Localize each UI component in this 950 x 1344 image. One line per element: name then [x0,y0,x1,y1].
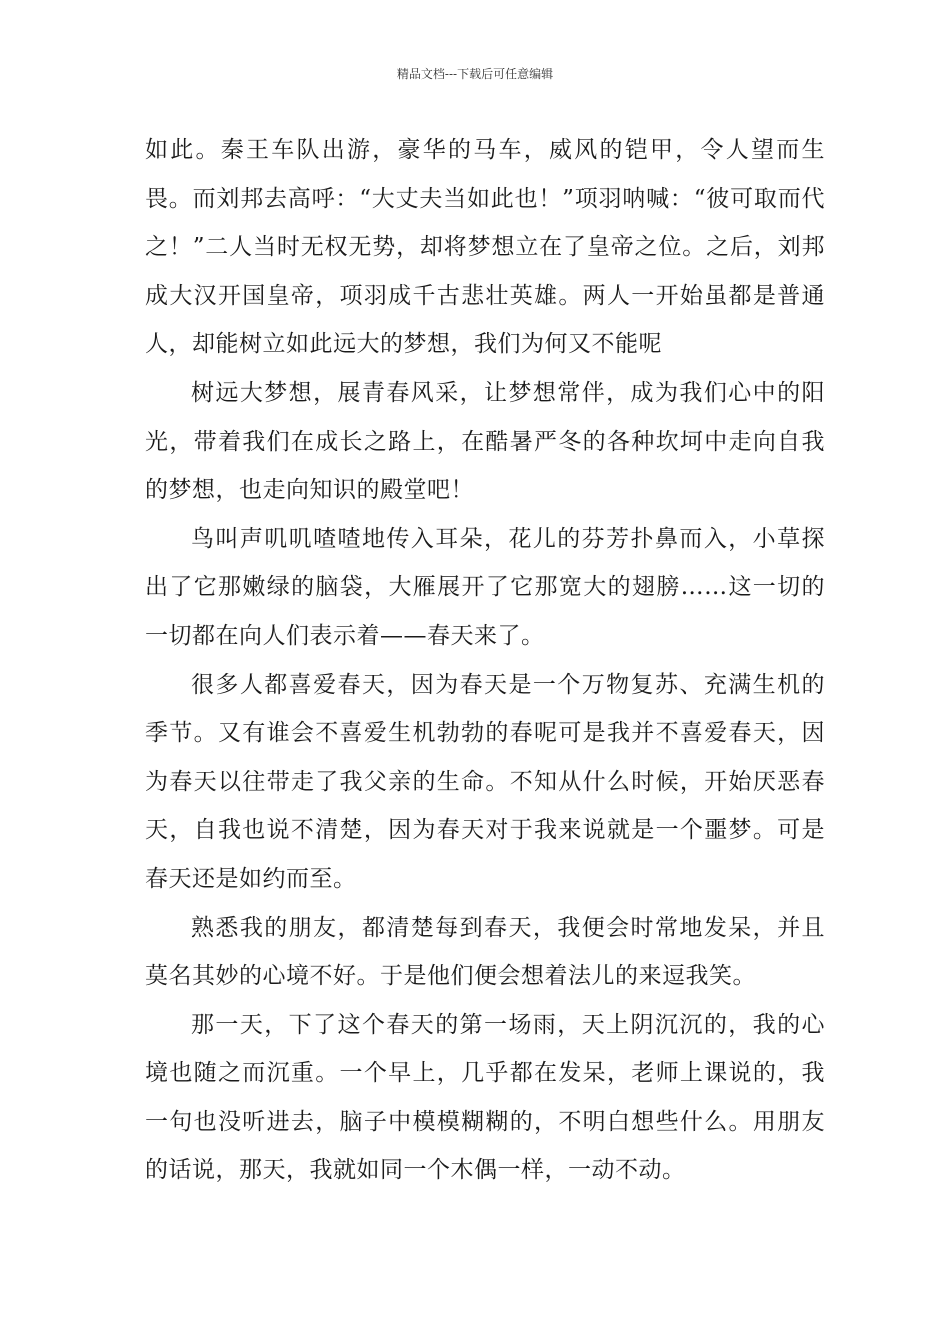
page-header: 精品文档---下载后可任意编辑 [396,67,554,81]
paragraph-5: 熟悉我的朋友，都清楚每到春天，我便会时常地发呆，并且莫名其妙的心境不好。于是他们便会想着法儿的来逗我笑。 [145,914,825,990]
paragraph-1: 如此。秦王车队出游，豪华的马车，威风的铠甲，令人望而生畏。而刘邦去高呼：“大丈夫当如此也！”项羽呐喊：“彼可取而代之！”二人当时无权无势，却将梦想立在了皇帝之位。之后，刘邦成大汉开国皇帝，项羽成千古悲壮英雄。两人一开始虽都是普通人，却能树立如此远大的梦想，我们为何又不能呢 [145,137,825,358]
document-body [145,126,825,1195]
paragraph-2: 树远大梦想，展青春风采，让梦想常伴，成为我们心中的阳光，带着我们在成长之路上，在酷暑严冬的各种坎坷中走向自我的梦想，也走向知识的殿堂吧！ [145,379,825,504]
paragraph-4: 很多人都喜爱春天，因为春天是一个万物复苏、充满生机的季节。又有谁会不喜爱生机勃勃的春呢可是我并不喜爱春天，因为春天以往带走了我父亲的生命。不知从什么时候，开始厌恶春天，自我也说不清楚，因为春天对于我来说就是一个噩梦。可是春天还是如约而至。 [145,671,825,892]
paragraph-6: 那一天，下了这个春天的第一场雨，天上阴沉沉的，我的心境也随之而沉重。一个早上，几乎都在发呆，老师上课说的，我一句也没听进去，脑子中模模糊糊的，不明白想些什么。用朋友的话说，那天，我就如同一个木偶一样，一动不动。 [145,1011,825,1184]
paragraph-3: 鸟叫声叽叽喳喳地传入耳朵，花儿的芬芳扑鼻而入，小草探出了它那嫩绿的脑袋，大雁展开了它那宽大的翅膀……这一切的一切都在向人们表示着——春天来了。 [145,525,825,649]
